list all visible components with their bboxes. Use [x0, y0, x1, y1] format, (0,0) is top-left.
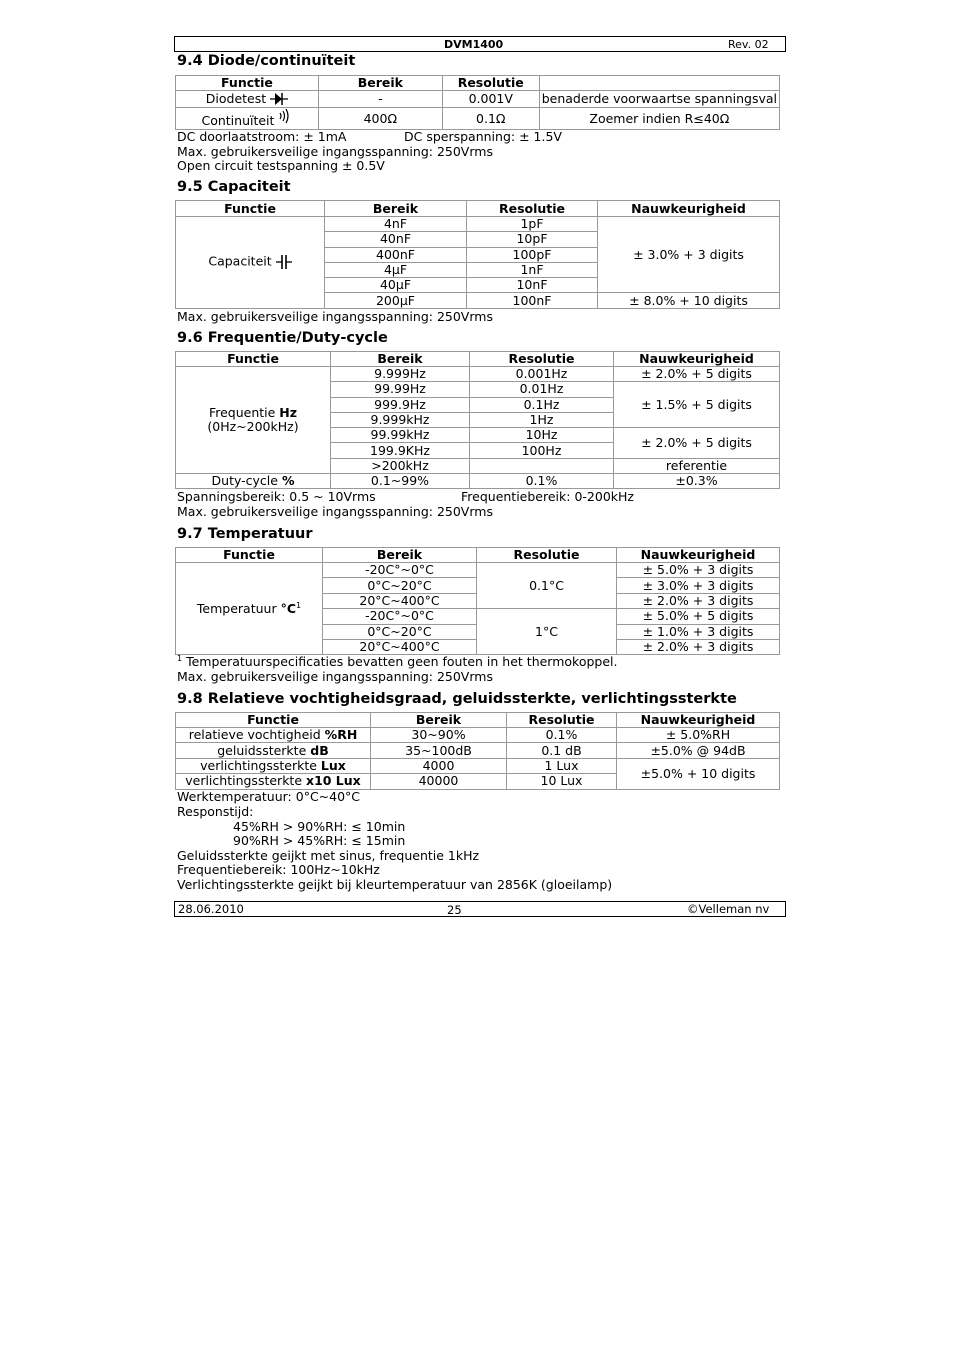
accuracy-cell: ± 8.0% + 10 digits	[598, 293, 780, 308]
function-cell	[176, 474, 331, 489]
col-header: Functie	[176, 548, 323, 563]
note-sound-calibration: Geluidssterkte geijkt met sinus, frequentie 1kHz	[177, 848, 480, 863]
frequency-table	[175, 351, 780, 489]
resolution-cell: 1Hz	[470, 412, 614, 427]
function-cell	[176, 743, 371, 758]
note-cell: benaderde voorwaartse spanningsval	[539, 91, 779, 108]
section-heading-9-4: 9.4 Diode/continuïteit	[177, 53, 356, 69]
range-cell: 199.9KHz	[331, 443, 470, 458]
accuracy-cell: ±5.0% + 10 digits	[617, 758, 780, 789]
table-row	[176, 91, 780, 108]
note-max-voltage: Max. gebruikersveilige ingangsspanning: 250Vrms	[177, 504, 493, 519]
range-cell: 0.1~99%	[331, 474, 470, 489]
resolution-cell: 10Hz	[470, 428, 614, 443]
resolution-cell: 100Hz	[470, 443, 614, 458]
note-open-circuit: Open circuit testspanning ± 0.5V	[177, 158, 385, 173]
col-header: Bereik	[331, 352, 470, 367]
function-cell	[176, 91, 319, 108]
range-cell: 20°C~400°C	[323, 593, 477, 608]
function-label: geluidssterkte	[217, 742, 311, 758]
resolution-cell: 0.1Hz	[470, 397, 614, 412]
resolution-cell: 0.01Hz	[470, 382, 614, 397]
range-cell: -	[318, 91, 442, 108]
range-cell: -20C°~0°C	[323, 609, 477, 624]
temperature-table	[175, 547, 780, 655]
note-cell: Zoemer indien R≤40Ω	[539, 108, 779, 130]
resolution-cell: 0.001Hz	[470, 367, 614, 382]
col-header	[539, 76, 779, 91]
accuracy-cell: ± 1.5% + 5 digits	[614, 382, 780, 428]
page-footer	[174, 901, 786, 917]
page-header	[174, 36, 786, 52]
function-label: Frequentie	[208, 405, 280, 421]
col-header: Nauwkeurigheid	[598, 201, 780, 217]
col-header: Bereik	[318, 76, 442, 91]
function-unit: x10 Lux	[306, 773, 361, 789]
table-row	[176, 743, 780, 758]
capacitance-table	[175, 200, 780, 309]
capacitor-icon	[276, 254, 292, 270]
table-row	[176, 563, 780, 578]
range-cell: 0°C~20°C	[323, 578, 477, 593]
function-label: Duty-cycle	[211, 473, 282, 489]
section-heading-9-7: 9.7 Temperatuur	[177, 526, 313, 542]
function-label: verlichtingssterkte	[185, 773, 306, 789]
resolution-cell: 1°C	[477, 609, 617, 655]
function-cell	[176, 108, 319, 130]
function-unit: %	[281, 473, 295, 489]
section-heading-9-5: 9.5 Capaciteit	[177, 179, 291, 195]
footnote	[177, 655, 618, 670]
diode-table	[175, 75, 780, 130]
function-unit: Hz	[279, 405, 298, 421]
note-work-temp: Werktemperatuur: 0°C~40°C	[177, 789, 361, 804]
accuracy-cell: ± 5.0%RH	[617, 728, 780, 743]
function-cell	[176, 367, 331, 474]
resolution-cell: 10pF	[467, 232, 598, 247]
note-max-voltage: Max. gebruikersveilige ingangsspanning: 250Vrms	[177, 669, 493, 684]
range-cell: 99.99kHz	[331, 428, 470, 443]
page-number: 25	[447, 903, 462, 917]
accuracy-cell: ± 5.0% + 5 digits	[617, 609, 780, 624]
range-cell: 40nF	[325, 232, 467, 247]
note-max-voltage: Max. gebruikersveilige ingangsspanning: 250Vrms	[177, 309, 493, 324]
col-header: Functie	[176, 352, 331, 367]
range-cell: 35~100dB	[371, 743, 507, 758]
note-response-time: Responstijd:	[177, 804, 254, 819]
col-header: Nauwkeurigheid	[617, 713, 780, 728]
accuracy-cell: ± 2.0% + 5 digits	[614, 428, 780, 459]
resolution-cell: 1nF	[467, 262, 598, 277]
note-max-voltage: Max. gebruikersveilige ingangsspanning: 250Vrms	[177, 144, 493, 159]
resolution-cell: 0.001V	[442, 91, 539, 108]
col-header: Nauwkeurigheid	[614, 352, 780, 367]
accuracy-cell: referentie	[614, 458, 780, 473]
col-header: Resolutie	[442, 76, 539, 91]
range-cell: 200µF	[325, 293, 467, 308]
accuracy-cell: ± 3.0% + 3 digits	[598, 217, 780, 293]
range-cell: 4nF	[325, 217, 467, 232]
footnote-text: Temperatuurspecificaties bevatten geen fouten in het thermokoppel.	[182, 654, 618, 669]
function-label: Capaciteit	[208, 253, 272, 269]
function-cell	[176, 563, 323, 655]
table-row	[176, 474, 780, 489]
col-header: Resolutie	[467, 201, 598, 217]
function-label: verlichtingssterkte	[200, 757, 321, 773]
resolution-cell: 10nF	[467, 278, 598, 293]
range-cell: 4µF	[325, 262, 467, 277]
table-row	[176, 108, 780, 130]
resolution-cell: 10 Lux	[507, 774, 617, 789]
environment-table	[175, 712, 780, 790]
note-frequency-range: Frequentiebereik: 0-200kHz	[461, 489, 634, 504]
range-cell: 40000	[371, 774, 507, 789]
function-unit: Lux	[320, 757, 346, 773]
range-cell: 999.9Hz	[331, 397, 470, 412]
col-header: Resolutie	[477, 548, 617, 563]
resolution-cell: 1pF	[467, 217, 598, 232]
col-header: Resolutie	[470, 352, 614, 367]
doc-title: DVM1400	[444, 38, 504, 51]
range-cell: 99.99Hz	[331, 382, 470, 397]
note-response-rise: 45%RH > 90%RH: ≤ 10min	[233, 819, 406, 834]
accuracy-cell: ± 2.0% + 3 digits	[617, 593, 780, 608]
table-row	[176, 758, 780, 773]
range-cell: 20°C~400°C	[323, 639, 477, 654]
function-label: relatieve vochtigheid	[188, 727, 325, 743]
range-cell: 0°C~20°C	[323, 624, 477, 639]
range-cell: -20C°~0°C	[323, 563, 477, 578]
note-light-calibration: Verlichtingssterkte geijkt bij kleurtemperatuur van 2856K (gloeilamp)	[177, 877, 613, 892]
function-cell	[176, 758, 371, 773]
range-cell: >200kHz	[331, 458, 470, 473]
footnote-ref: 1	[296, 600, 302, 610]
resolution-cell: 0.1Ω	[442, 108, 539, 130]
function-unit: dB	[310, 742, 329, 758]
note-voltage-range: Spanningsbereik: 0.5 ~ 10Vrms	[177, 489, 376, 504]
function-cell	[176, 774, 371, 789]
col-header: Functie	[176, 76, 319, 91]
accuracy-cell: ± 3.0% + 3 digits	[617, 578, 780, 593]
resolution-cell: 100nF	[467, 293, 598, 308]
function-label: Continuïteit	[201, 113, 275, 128]
col-header: Nauwkeurigheid	[617, 548, 780, 563]
range-cell: 400nF	[325, 247, 467, 262]
function-unit: %RH	[324, 727, 358, 743]
range-cell: 9.999kHz	[331, 412, 470, 427]
resolution-cell: 1 Lux	[507, 758, 617, 773]
footer-date: 28.06.2010	[178, 902, 244, 916]
function-cell	[176, 217, 325, 309]
function-unit: °C	[280, 600, 296, 616]
note-dc-current: DC doorlaatstroom: ± 1mA	[177, 129, 347, 144]
section-heading-9-8: 9.8 Relatieve vochtigheidsgraad, geluidssterkte, verlichtingssterkte	[177, 691, 737, 707]
diode-icon	[270, 92, 288, 106]
col-header: Resolutie	[507, 713, 617, 728]
resolution-cell: 0.1%	[507, 728, 617, 743]
footnote-mark: 1	[177, 653, 183, 663]
table-row	[176, 217, 780, 232]
section-heading-9-6: 9.6 Frequentie/Duty-cycle	[177, 330, 388, 346]
col-header: Functie	[176, 713, 371, 728]
accuracy-cell: ± 1.0% + 3 digits	[617, 624, 780, 639]
function-cell	[176, 728, 371, 743]
buzzer-icon	[278, 108, 292, 124]
resolution-cell: 0.1 dB	[507, 743, 617, 758]
range-cell: 30~90%	[371, 728, 507, 743]
range-cell: 40µF	[325, 278, 467, 293]
function-range-note: (0Hz~200kHz)	[207, 419, 299, 435]
accuracy-cell: ± 5.0% + 3 digits	[617, 563, 780, 578]
col-header: Bereik	[371, 713, 507, 728]
range-cell: 9.999Hz	[331, 367, 470, 382]
table-row	[176, 367, 780, 382]
range-cell: 4000	[371, 758, 507, 773]
accuracy-cell: ± 2.0% + 5 digits	[614, 367, 780, 382]
accuracy-cell: ± 2.0% + 3 digits	[617, 639, 780, 654]
footer-copyright: ©Velleman nv	[687, 902, 770, 916]
accuracy-cell: ±5.0% @ 94dB	[617, 743, 780, 758]
resolution-cell: 0.1°C	[477, 563, 617, 609]
function-label: Diodetest	[205, 90, 267, 106]
note-frequency-range: Frequentiebereik: 100Hz~10kHz	[177, 862, 380, 877]
resolution-cell: 0.1%	[470, 474, 614, 489]
col-header: Functie	[176, 201, 325, 217]
note-dc-reverse: DC sperspanning: ± 1.5V	[404, 129, 562, 144]
accuracy-cell: ±0.3%	[614, 474, 780, 489]
col-header: Bereik	[323, 548, 477, 563]
doc-revision: Rev. 02	[728, 38, 769, 51]
table-row	[176, 728, 780, 743]
resolution-cell	[470, 458, 614, 473]
note-response-fall: 90%RH > 45%RH: ≤ 15min	[233, 833, 406, 848]
col-header: Bereik	[325, 201, 467, 217]
function-label: Temperatuur	[196, 600, 281, 616]
resolution-cell: 100pF	[467, 247, 598, 262]
range-cell: 400Ω	[318, 108, 442, 130]
